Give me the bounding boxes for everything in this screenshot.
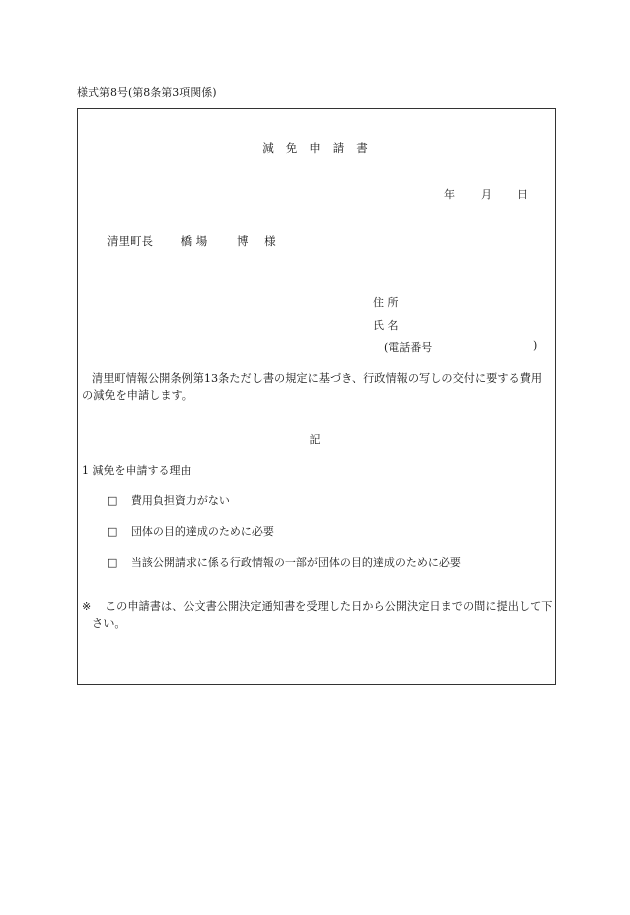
- checkbox-icon[interactable]: □: [107, 494, 118, 507]
- application-statement-text: 清里町情報公開条例第13条ただし書の規定に基づき、行政情報の写しの交付に要する費用の減免を申請します。: [82, 372, 543, 402]
- addressee-given-name: 博: [236, 234, 249, 248]
- address-label: 住 所: [373, 296, 399, 309]
- addressee-office: 清里町長: [107, 234, 153, 248]
- date-year-label: 年: [444, 188, 455, 201]
- section-1-heading: 1 減免を申請する理由: [82, 464, 192, 477]
- note-mark-icon: ※: [82, 600, 92, 613]
- form-title: 減免申請書: [262, 141, 380, 155]
- addressee: [107, 233, 276, 249]
- phone-label: (電話番号: [384, 341, 433, 354]
- reason-option-3: [107, 554, 461, 570]
- application-statement: [82, 370, 552, 404]
- ki-heading: 記: [309, 433, 321, 446]
- checkbox-icon[interactable]: □: [107, 556, 118, 569]
- name-label: 氏 名: [373, 319, 399, 332]
- addressee-surname: 橋 場: [180, 234, 208, 248]
- submission-note-text: この申請書は、公文書公開決定通知書を受理した日から公開決定日までの間に提出して下さい。: [92, 600, 553, 630]
- checkbox-icon[interactable]: □: [107, 525, 118, 538]
- form-number: 様式第8号(第8条第3項関係): [77, 86, 217, 99]
- reason-option-1: [107, 492, 230, 508]
- reason-option-2: [107, 523, 274, 539]
- addressee-honorific: 様: [264, 234, 276, 248]
- phone-close-paren: ): [533, 339, 538, 352]
- date-day-label: 日: [517, 188, 528, 201]
- reason-option-3-text: 当該公開請求に係る行政情報の一部が団体の目的達成のために必要: [130, 556, 461, 569]
- date-month-label: 月: [481, 188, 492, 201]
- reason-option-2-text: 団体の目的達成のために必要: [130, 525, 274, 538]
- reason-option-1-text: 費用負担資力がない: [130, 494, 230, 507]
- submission-note: [82, 598, 554, 632]
